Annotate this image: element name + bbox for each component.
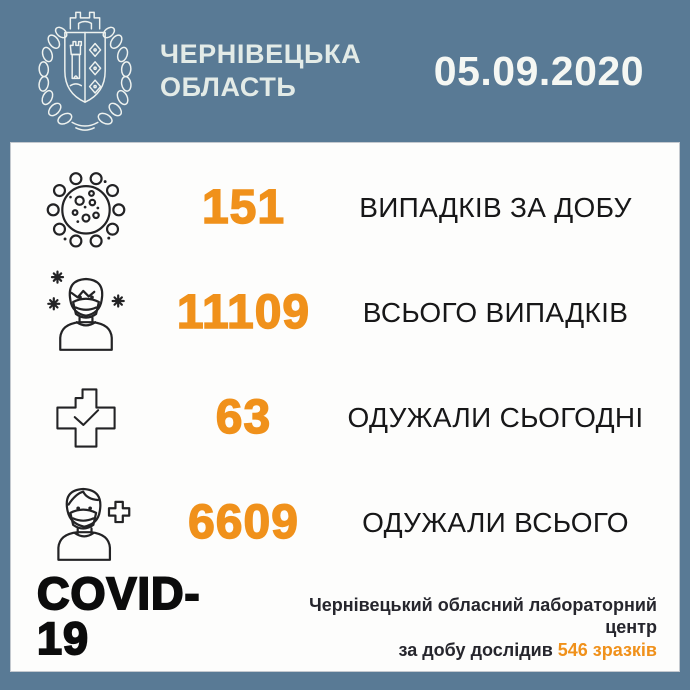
lab-note bbox=[252, 594, 657, 662]
virus-icon bbox=[45, 167, 127, 249]
recovered-person-icon bbox=[40, 477, 132, 569]
lab-note-line2-prefix: за добу дослідив bbox=[398, 639, 558, 660]
report-date: 05.09.2020 bbox=[433, 47, 644, 94]
region-title bbox=[160, 38, 361, 104]
masked-person-icon bbox=[40, 267, 132, 359]
chernivtsi-coat-of-arms-icon bbox=[30, 5, 140, 137]
stat-value: 6609 bbox=[188, 496, 299, 549]
stats-card bbox=[10, 142, 680, 672]
stat-value: 63 bbox=[215, 391, 272, 444]
stat-label: ОДУЖАЛИ СЬОГОДНІ bbox=[347, 401, 644, 433]
region-title-line1: ЧЕРНІВЕЦЬКА bbox=[160, 39, 362, 70]
lab-note-line1: Чернівецький обласний лабораторний центр bbox=[309, 594, 657, 637]
stat-value: 151 bbox=[201, 181, 286, 234]
stat-row-new-cases bbox=[11, 155, 679, 260]
lab-note-line2 bbox=[252, 639, 657, 662]
lab-note-samples-count: 546 зразків bbox=[557, 639, 657, 660]
region-title-line2: ОБЛАСТЬ bbox=[160, 72, 297, 102]
covid-19-title: COVID-19 bbox=[37, 568, 201, 664]
medical-cross-check-icon bbox=[47, 379, 125, 457]
stat-label: ВИПАДКІВ ЗА ДОБУ bbox=[359, 191, 632, 223]
stat-row-recovered-today bbox=[11, 365, 679, 470]
stat-label: ОДУЖАЛИ ВСЬОГО bbox=[362, 506, 629, 538]
header-band bbox=[0, 0, 690, 142]
stat-row-recovered-total bbox=[11, 470, 679, 575]
stat-label: ВСЬОГО ВИПАДКІВ bbox=[362, 296, 629, 328]
stat-row-total-cases bbox=[11, 260, 679, 365]
card-footer bbox=[37, 568, 657, 664]
stats-rows bbox=[11, 155, 679, 575]
stat-value: 11109 bbox=[176, 286, 311, 339]
